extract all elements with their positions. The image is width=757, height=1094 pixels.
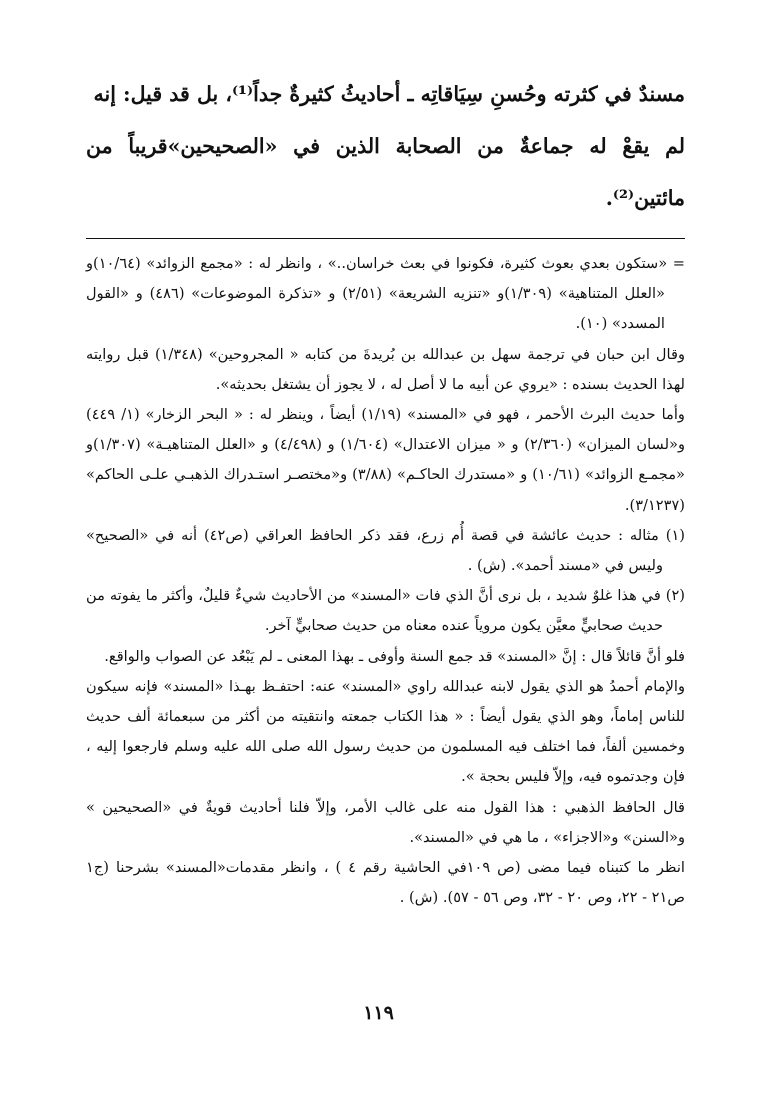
footnote-2-paragraph-5: انظر ما كتبناه فيما مضى (ص ١٠٩في الحاشية رقم ٤ ) ، وانظر مقدمات«المسند» بشرحنا (ج١ ص٢١ - ٢٢، وص ٢٠ - ٣٢، وص ٥٦ - ٥٧). (ش) . (86, 859, 685, 907)
footnote-2-paragraph-4: قال الحافظ الذهبي : هذا القول منه على غالب الأمر، وإلاّ فلنا أحاديث قويةٌ في «الصحيحين » و«السنن» و«الاجزاء» ، ما هي في «المسند». (86, 798, 685, 846)
footnote-2-number: (٢) (665, 587, 685, 605)
footnote-continuation-1: = «ستكون بعدي بعوث كثيرة، فكونوا في بعث خراسان..» ، وانظر له : «مجمع الزوائد» (١٠/٦٤)و «العلل المتناهية» (١/٣٠٩)و «تنزيه الشريعة» (٢/٥١) و «تذكرة الموضوعات» (٤٨٦) و «القول المسدد» (١٠). (86, 255, 685, 333)
footnote-continuation-2: وقال ابن حبان في ترجمة سهل بن عبدالله بن بُريدةَ من كتابه « المجروحين» (١/٣٤٨) قبل روايته لهذا الحديث بسنده : «يروي عن أبيه ما لا أصل له ، لا يجوز أن يشتغل بحديثه». (86, 345, 685, 393)
footnote-separator (86, 238, 685, 239)
footnote-continuation-3: وأما حديث البرث الأحمر ، فهو في «المسند» (١/١٩) أيضاً ، وينظر له : « البحر الزخار» (١/ ٤٤٩) و«لسان الميزان» (٢/٣٦٠) و « ميزان الاعتدال» (١/٦٠٤) و (٤/٤٩٨) و «العلل المتناهيـة» (١/٣٠٧)و «مجمـع الزوائد» (١٠/٦١) و «مستدرك الحاكـم» (٣/٨٨) و«مختصـر استـدراك الذهبـي علـى الحاكم» (٣/١٢٣٧). (86, 406, 686, 514)
main-text (86, 68, 685, 224)
footnote-1-number: (١) (665, 526, 685, 544)
footnote-2-text: في هذا غلوٌ شديد ، بل نرى أنَّ الذي فات «المسند» من الأحاديث شيءٌ قليلٌ، وأكثر ما يفوته من حديث صحابيٍّ معيَّن يكون مروياً عنده معناه من حديث صحابيٍّ آخر. (86, 587, 663, 635)
main-text-line-1: مسندٌ في كثرته وحُسنِ سِيَاقاتِه ـ أحاديثُ كثيرةٌ جداً⁽¹⁾، بل قد قيل: إنه (93, 82, 685, 106)
main-text-line-2: لم يقعْ له جماعةٌ من الصحابة الذين في «الصحيحين»قريباً من مائتين⁽²⁾. (86, 134, 685, 210)
footnote-1-text: مثاله : حديث عائشة في قصة أُم زرع، فقد ذكر الحافظ العراقي (ص٤٢) أنه في «الصحيح» وليس في «مسند أحمد». (ش) . (86, 526, 663, 575)
page-number: ١١٩ (363, 1002, 394, 1024)
footnote-2-paragraph-2: فلو أنَّ قائلاً قال : إنَّ «المسند» قد جمع السنة وأوفى ـ بهذا المعنى ـ لم يَبْعُد عن الصواب والواقع. (104, 647, 685, 665)
footnote-2 (86, 581, 685, 641)
footnote-2-paragraph-3: والإمام أحمدُ هو الذي يقول لابنه عبدالله راوي «المسند» عنه: احتفـظ بهـذا «المسند» فإنه سيكون للناس إماماً، وهو الذي يقول أيضاً : « هذا الكتاب جمعته وانتقيته من أكثر من سبعمائة ألف حديث وخمسين ألفاً، فما اختلف فيه المسلمون من حديث رسول الله صلى الله عليه وسلم فارجعوا إليه ، فإن وجدتموه فيه، وإلاّ فليس بحجة ». (86, 677, 685, 786)
footnotes (86, 249, 685, 913)
footnote-1 (86, 521, 685, 581)
